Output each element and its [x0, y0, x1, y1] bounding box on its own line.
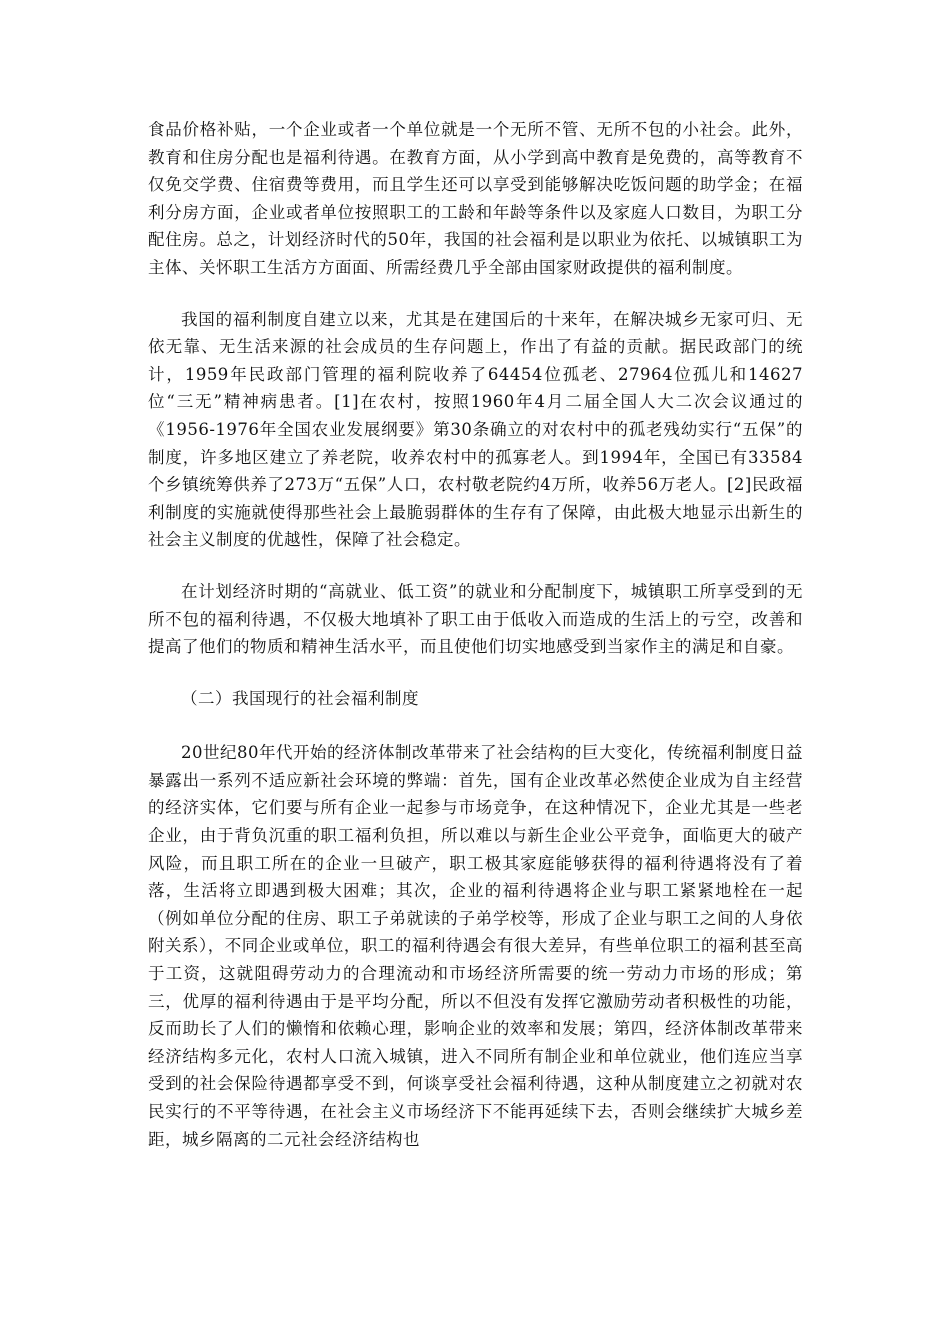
paragraph-welfare-contributions: 我国的福利制度自建立以来，尤其是在建国后的十来年，在解决城乡无家可归、无依无靠、无生活来源的社会成员的生存问题上，作出了有益的贡献。据民政部门的统计，1959年民政部门管理的福利院收养了64454位孤老、27964位孤儿和14627位“三无”精神病患者。[1]在农村，按照1960年4月二届全国人大二次会议通过的《1956-1976年全国农业发展纲要》第30条确立的对农村中的孤老残幼实行“五保”的制度，许多地区建立了养老院，收养农村中的孤寡老人。到1994年，全国已有33584个乡镇统筹供养了273万“五保”人口，农村敬老院约4万所，收养56万老人。[2]民政福利制度的实施就使得那些社会上最脆弱群体的生存有了保障，由此极大地显示出新生的社会主义制度的优越性，保障了社会稳定。: [148, 309, 803, 550]
section-heading: （二）我国现行的社会福利制度: [181, 688, 419, 708]
paragraph-welfare-overview: 食品价格补贴，一个企业或者一个单位就是一个无所不管、无所不包的小社会。此外，教育和住房分配也是福利待遇。在教育方面，从小学到高中教育是免费的，高等教育不仅免交学费、住宿费等费用，而且学生还可以享受到能够解决吃饭问题的助学金；在福利分房方面，企业或者单位按照职工的工龄和年龄等条件以及家庭人口数目，为职工分配住房。总之，计划经济时代的50年，我国的社会福利是以职业为依托、以城镇职工为主体、关怀职工生活方方面面、所需经费几乎全部由国家财政提供的福利制度。: [148, 120, 803, 277]
document-body: [148, 116, 803, 1177]
paragraph-planned-economy-benefits: 在计划经济时期的“高就业、低工资”的就业和分配制度下，城镇职工所享受到的无所不包的福利待遇，不仅极大地填补了职工由于低收入而造成的生活上的亏空，改善和提高了他们的物质和精神生活水平，而且使他们切实地感受到当家作主的满足和自豪。: [148, 581, 803, 657]
paragraph-reform-problems: 20世纪80年代开始的经济体制改革带来了社会结构的巨大变化，传统福利制度日益暴露出一系列不适应新社会环境的弊端：首先，国有企业改革必然使企业成为自主经营的经济实体，它们要与所有企业一起参与市场竞争，在这种情况下，企业尤其是一些老企业，由于背负沉重的职工福利负担，所以难以与新生企业公平竞争，面临更大的破产风险，而且职工所在的企业一旦破产，职工极其家庭能够获得的福利待遇将没有了着落，生活将立即遇到极大困难；其次，企业的福利待遇将企业与职工紧紧地栓在一起（例如单位分配的住房、职工子弟就读的子弟学校等，形成了企业与职工之间的人身依附关系），不同企业或单位，职工的福利待遇会有很大差异，有些单位职工的福利甚至高于工资，这就阻碍劳动力的合理流动和市场经济所需要的统一劳动力市场的形成；第三，优厚的福利待遇由于是平均分配，所以不但没有发挥它激励劳动者积极性的功能，反而助长了人们的懒惰和依赖心理，影响企业的效率和发展；第四，经济体制改革带来经济结构多元化，农村人口流入城镇，进入不同所有制企业和单位就业，他们连应当享受到的社会保险待遇都享受不到，何谈享受社会福利待遇，这种从制度建立之初就对农民实行的不平等待遇，在社会主义市场经济下不能再延续下去，否则会继续扩大城乡差距，城乡隔离的二元社会经济结构也: [148, 743, 803, 1149]
